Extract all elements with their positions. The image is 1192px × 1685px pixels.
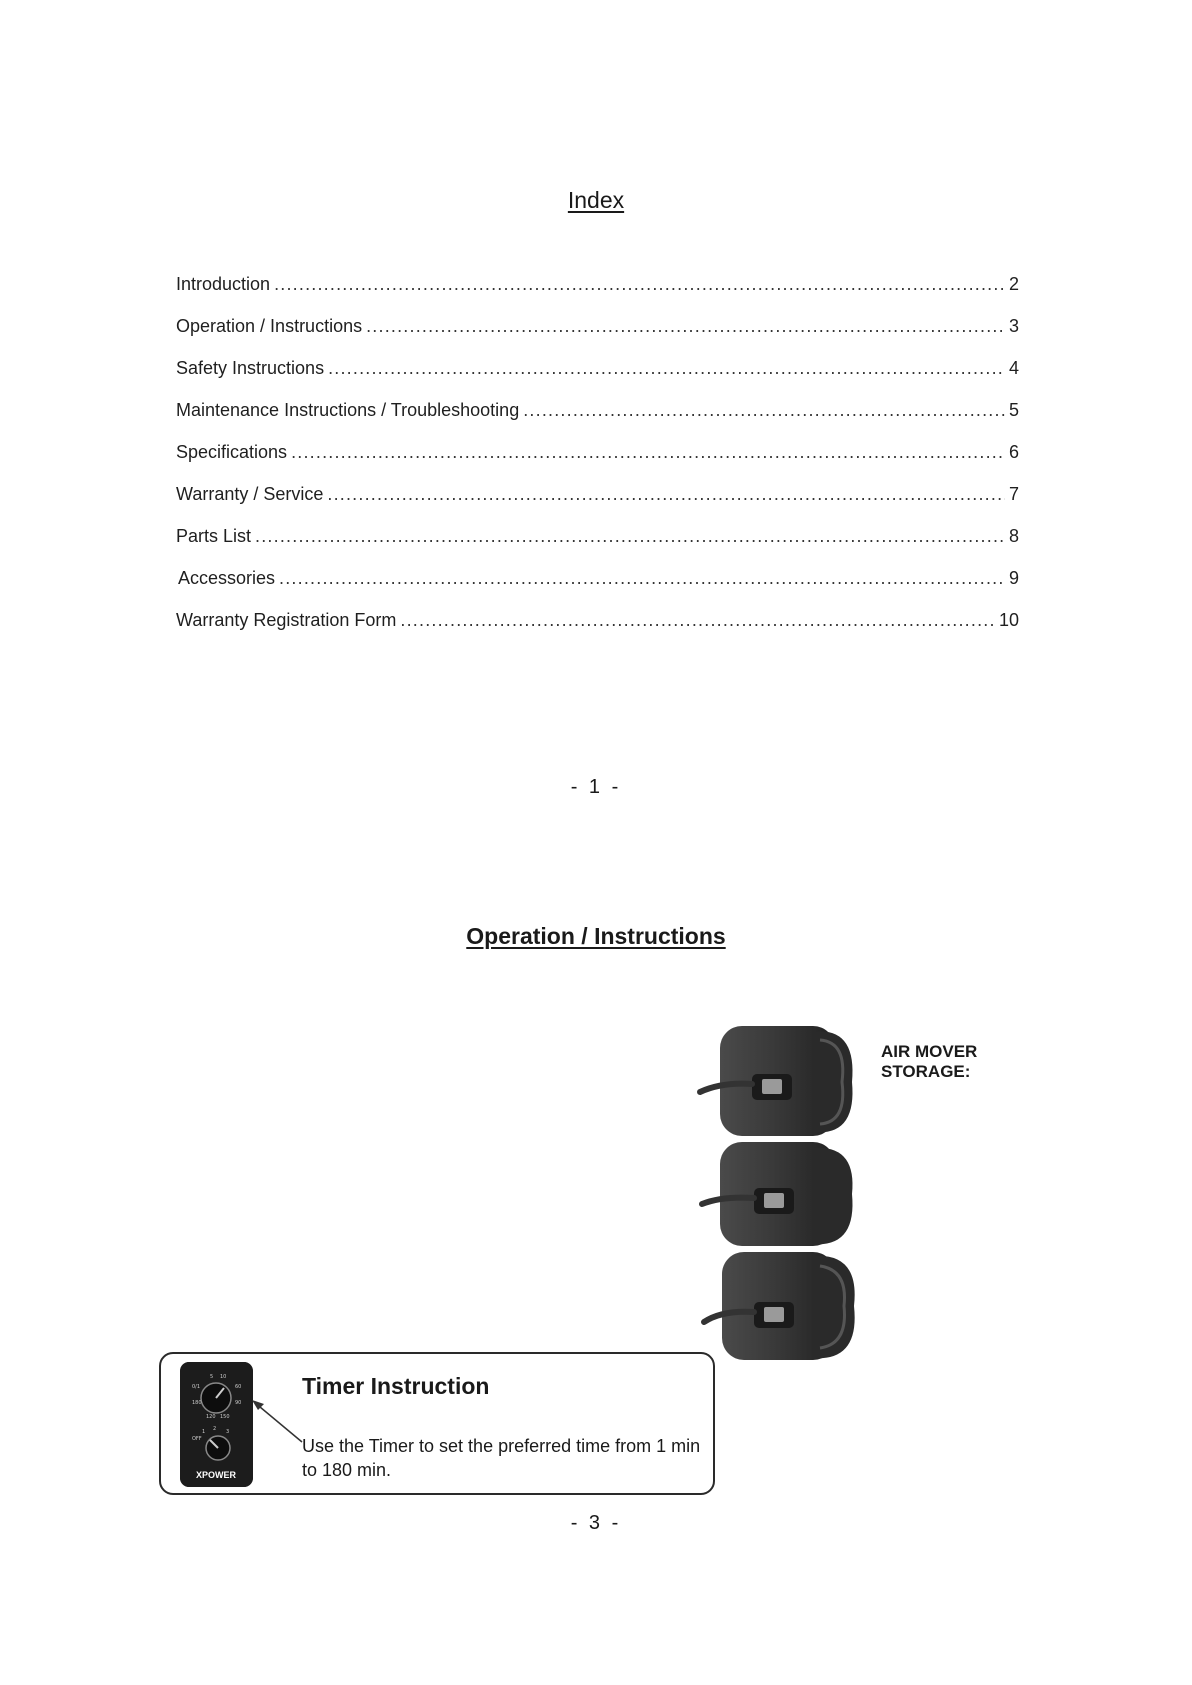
toc-label: Warranty / Service	[176, 484, 324, 504]
toc-row	[176, 610, 1019, 652]
pointer-arrow-icon	[248, 1396, 308, 1446]
svg-text:60: 60	[235, 1384, 242, 1390]
svg-text:OFF: OFF	[192, 1436, 202, 1442]
svg-text:90: 90	[235, 1400, 242, 1406]
svg-text:180: 180	[192, 1400, 202, 1406]
toc-row	[176, 316, 1019, 358]
svg-text:10: 10	[220, 1374, 227, 1380]
toc-leader	[366, 316, 1005, 337]
svg-text:5: 5	[210, 1374, 214, 1380]
toc-page: 10	[998, 610, 1019, 630]
toc-label: Specifications	[176, 442, 288, 462]
toc-page: 7	[1008, 484, 1019, 504]
air-mover-bottom	[704, 1252, 855, 1360]
toc-page: 3	[1008, 316, 1019, 336]
toc-label: Introduction	[176, 274, 271, 294]
toc-leader	[523, 400, 1005, 421]
toc-page: 2	[1008, 274, 1019, 294]
toc-page: 6	[1008, 442, 1019, 462]
air-mover-stack-image	[692, 1022, 872, 1367]
toc-label: Accessories	[178, 568, 276, 588]
toc-page: 4	[1008, 358, 1019, 378]
table-of-contents	[176, 274, 1019, 652]
svg-text:120: 120	[206, 1414, 216, 1420]
timer-heading: Timer Instruction	[302, 1373, 490, 1399]
svg-text:1: 1	[202, 1429, 206, 1435]
toc-label: Operation / Instructions	[176, 316, 363, 336]
air-mover-middle	[702, 1142, 853, 1246]
toc-row	[176, 484, 1019, 526]
toc-label: Warranty Registration Form	[176, 610, 397, 630]
toc-leader	[400, 610, 995, 631]
toc-row	[176, 568, 1019, 610]
toc-page: 5	[1008, 400, 1019, 420]
svg-text:0/1: 0/1	[192, 1384, 201, 1390]
timer-description: Use the Timer to set the preferred time from 1 min to 180 min.	[302, 1436, 701, 1480]
toc-page: 9	[1008, 568, 1019, 588]
toc-leader	[327, 484, 1005, 505]
toc-leader	[255, 526, 1005, 547]
svg-text:2: 2	[213, 1426, 217, 1432]
toc-row	[176, 442, 1019, 484]
toc-leader	[274, 274, 1005, 295]
toc-label: Safety Instructions	[176, 358, 325, 378]
toc-page: 8	[1008, 526, 1019, 546]
toc-leader	[279, 568, 1005, 589]
page-number: - 1 -	[570, 776, 622, 798]
timer-control-panel-image	[180, 1362, 253, 1487]
toc-label: Maintenance Instructions / Troubleshooting	[176, 400, 520, 420]
toc-row	[176, 526, 1019, 568]
index-title: Index	[567, 187, 625, 213]
section-title: Operation / Instructions	[466, 923, 726, 949]
page-number: - 3 -	[570, 1512, 622, 1534]
storage-label: AIR MOVER STORAGE:	[881, 1042, 978, 1081]
svg-text:150: 150	[220, 1414, 230, 1420]
toc-row	[176, 400, 1019, 442]
air-mover-top	[700, 1026, 853, 1136]
toc-label: Parts List	[176, 526, 252, 546]
toc-leader	[328, 358, 1005, 379]
toc-leader	[291, 442, 1005, 463]
toc-row	[176, 274, 1019, 316]
toc-row	[176, 358, 1019, 400]
svg-text:3: 3	[226, 1429, 230, 1435]
xpower-logo: XPOWER	[195, 1470, 237, 1480]
